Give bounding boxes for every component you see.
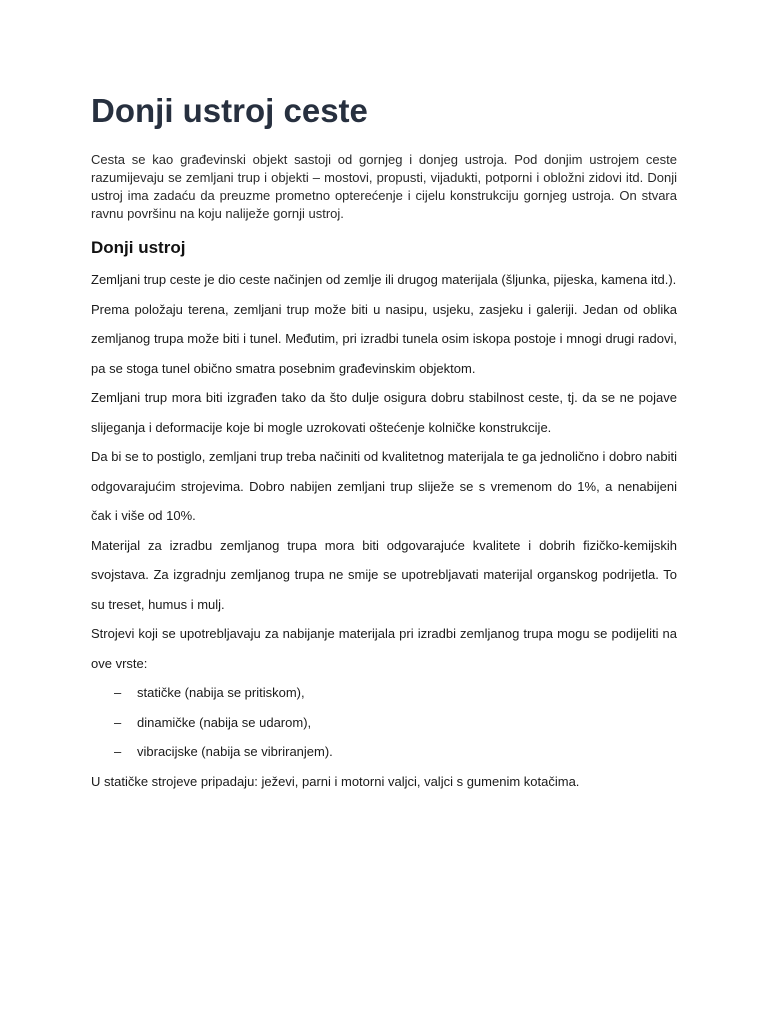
machine-types-list [91,678,677,767]
section-heading: Donji ustroj [91,238,186,257]
paragraph-strojevi: Strojevi koji se upotrebljavaju za nabijanje materijala pri izradbi zemljanog trupa mogu se podijeliti na ove vrste: [91,626,677,671]
paragraph-nabijanje: Da bi se to postiglo, zemljani trup treba načiniti od kvalitetnog materijala te ga jednolično i dobro nabiti odgovarajućim strojevima. Dobro nabijen zemljani trup sliježe se s vremenom do 1%, a nenabijeni čak i više od 10%. [91,449,677,523]
paragraph-materijal: Materijal za izradbu zemljanog trupa mora biti odgovarajuće kvalitete i dobrih fizičko-kemijskih svojstava. Za izgradnju zemljanog trupa ne smije se upotrebljavati materijal organskog podrijetla. To su treset, humus i mulj. [91,537,677,612]
section-body [91,265,677,796]
list-dash: – [114,685,122,700]
list-item [91,678,677,708]
list-item-text: vibracijske (nabija se vibriranjem). [137,744,333,759]
document-page [91,0,677,1024]
list-item [91,737,677,767]
list-dash: – [114,714,122,730]
list-item-text: dinamičke (nabija se udarom), [137,714,312,730]
list-dash: – [114,744,122,759]
list-item [91,708,677,738]
paragraph-zemljani-trup: Zemljani trup ceste je dio ceste načinjen od zemlje ili drugog materijala (šljunka, pijeska, kamena itd.). [91,272,677,287]
paragraph-polozaj-terena: Prema položaju terena, zemljani trup može biti u nasipu, usjeku, zasjeku i galeriji. Jedan od oblika zemljanog trupa može biti i tunel. Međutim, pri izradbi tunela osim iskopa postoje i mnogi drugi radovi, pa se stoga tunel obično smatra posebnim građevinskim objektom. [91,301,677,376]
intro-paragraph: Cesta se kao građevinski objekt sastoji od gornjeg i donjeg ustroja. Pod donjim ustrojem ceste razumijevaju se zemljani trup i objekti – mostovi, propusti, vijadukti, potporni i obložni zidovi itd. Donji ustroj ima zadaću da preuzme prometno opterećenje i cijelu konstrukciju gornjeg ustroja. On stvara ravnu površinu na koju naliježe gornji ustroj. [91,152,677,221]
page-title: Donji ustroj ceste [91,92,368,129]
paragraph-staticki-strojevi: U statičke strojeve pripadaju: ježevi, parni i motorni valjci, valjci s gumenim kotačima. [91,773,580,789]
list-item-text: statičke (nabija se pritiskom), [137,685,305,700]
paragraph-stabilnost: Zemljani trup mora biti izgrađen tako da što dulje osigura dobru stabilnost ceste, tj. da se ne pojave slijeganja i deformacije koje bi mogle uzrokovati oštećenje kolničke konstrukcije. [91,390,677,435]
